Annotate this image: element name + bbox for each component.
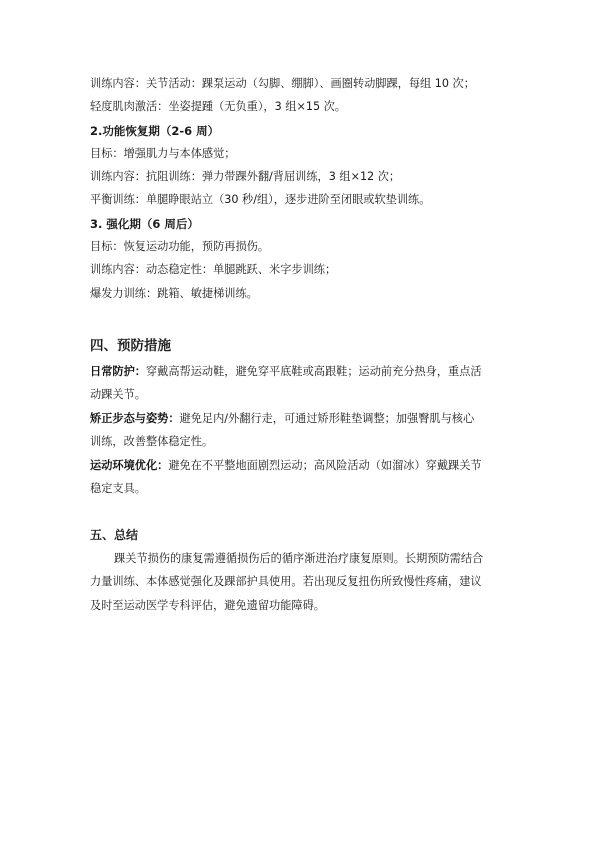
daily-protection-text: 穿戴高帮运动鞋，避免穿平底鞋或高跟鞋；运动前充分热身，重点活 — [145, 365, 482, 378]
phase3-title: 3. 强化期（6 周后） — [90, 217, 199, 231]
daily-protection-line2: 动踝关节。 — [90, 388, 146, 401]
summary-line3: 及时至运动医学专科评估，避免遗留功能障碍。 — [90, 599, 325, 612]
phase2-content: 训练内容：抗阻训练：弹力带踝外翻/背屈训练，3 组×12 次； — [90, 170, 401, 183]
environment-text: 避免在不平整地面剧烈运动；高风险活动（如溜冰）穿戴踝关节 — [168, 459, 482, 472]
gait-correction-line2: 训练，改善整体稳定性。 — [90, 435, 214, 448]
phase1-content-line: 训练内容：关节活动：踝泵运动（勾脚、绷脚）、画圈转动脚踝，每组 10 次； — [90, 77, 475, 90]
summary-line2: 力量训练、本体感觉强化及踝部护具使用。若出现反复扭伤所致慢性疼痛，建议 — [90, 575, 482, 588]
phase3-power: 爆发力训练：跳箱、敏捷梯训练。 — [90, 287, 258, 300]
phase3-content: 训练内容：动态稳定性：单腿跳跃、米字步训练； — [90, 263, 337, 276]
gait-correction-text: 避免足内/外翻行走，可通过矫形鞋垫调整；加强臀肌与核心 — [179, 412, 475, 425]
phase2-balance: 平衡训练：单腿睁眼站立（30 秒/组），逐步进阶至闭眼或软垫训练。 — [90, 193, 431, 206]
gait-correction-line1 — [90, 411, 520, 427]
section4-title: 四、预防措施 — [90, 338, 171, 354]
phase3-goal: 目标：恢复运动功能，预防再损伤。 — [90, 240, 270, 253]
daily-protection-line1 — [90, 364, 520, 380]
gait-correction-label: 矫正步态与姿势： — [90, 412, 180, 425]
phase1-activation-line: 轻度肌肉激活：坐姿提踵（无负重），3 组×15 次。 — [90, 100, 346, 113]
phase2-title: 2.功能恢复期（2-6 周） — [90, 124, 220, 138]
phase2-goal: 目标：增强肌力与本体感觉； — [90, 147, 236, 160]
section5-title: 五、总结 — [90, 528, 139, 542]
environment-label: 运动环境优化： — [90, 459, 169, 472]
environment-line2: 稳定支具。 — [90, 482, 146, 495]
environment-line1 — [90, 458, 520, 474]
daily-protection-label: 日常防护： — [90, 365, 146, 378]
summary-line1: 踝关节损伤的康复需遵循损伤后的循序渐进治疗康复原则。长期预防需结合 — [114, 552, 484, 565]
